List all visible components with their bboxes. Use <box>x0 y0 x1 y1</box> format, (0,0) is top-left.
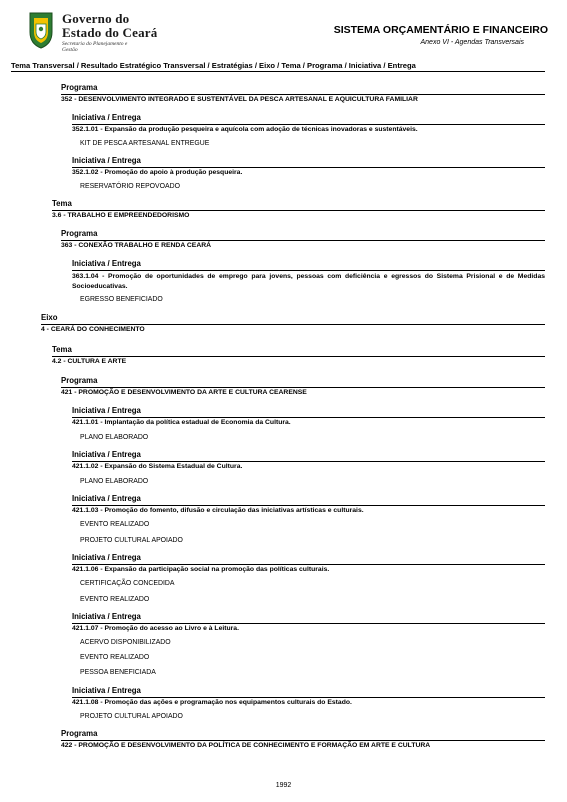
iniciativa-421-1-08: 421.1.08 - Promoção das ações e programação nos equipamentos culturais do Estado. <box>72 699 352 706</box>
eixo-rule <box>41 324 545 325</box>
eixo-4: 4 - CEARÁ DO CONHECIMENTO <box>41 326 145 333</box>
programa-421: 421 - PROMOÇÃO E DESENVOLVIMENTO DA ARTE E CULTURA CEARENSE <box>61 389 307 396</box>
eixo-label: Eixo <box>41 313 58 322</box>
tema-rule <box>52 356 545 357</box>
tema-label: Tema <box>52 345 72 354</box>
entrega-item: PESSOA BENEFICIADA <box>80 669 156 676</box>
tema-rule <box>52 210 545 211</box>
iniciativa-label: Iniciativa / Entrega <box>72 612 141 621</box>
programa-352: 352 - DESENVOLVIMENTO INTEGRADO E SUSTENTÁVEL DA PESCA ARTESANAL E AQUICULTURA FAMILIAR <box>61 96 418 103</box>
iniciativa-label: Iniciativa / Entrega <box>72 450 141 459</box>
entrega-item: PLANO ELABORADO <box>80 434 149 441</box>
entrega-item: ACERVO DISPONIBILIZADO <box>80 639 171 646</box>
programa-363: 363 - CONEXÃO TRABALHO E RENDA CEARÁ <box>61 242 212 249</box>
programa-label: Programa <box>61 83 98 92</box>
entrega-item: EVENTO REALIZADO <box>80 596 150 603</box>
breadcrumb: Tema Transversal / Resultado Estratégico Transversal / Estratégias / Eixo / Tema / Programa / Iniciativa / Entrega <box>11 61 416 70</box>
iniciativa-label: Iniciativa / Entrega <box>72 259 141 268</box>
entrega-item: KIT DE PESCA ARTESANAL ENTREGUE <box>80 140 210 147</box>
entrega-item: RESERVATÓRIO REPOVOADO <box>80 183 180 190</box>
iniciativa-rule <box>72 697 545 698</box>
programa-rule <box>61 94 545 95</box>
iniciativa-421-1-06: 421.1.06 - Expansão da participação social na promoção das políticas culturais. <box>72 566 330 573</box>
iniciativa-label: Iniciativa / Entrega <box>72 156 141 165</box>
system-title: SISTEMA ORÇAMENTÁRIO E FINANCEIRO <box>333 24 548 36</box>
entrega-item: EVENTO REALIZADO <box>80 654 150 661</box>
iniciativa-label: Iniciativa / Entrega <box>72 686 141 695</box>
iniciativa-label: Iniciativa / Entrega <box>72 113 141 122</box>
gov-line2: Estado do Ceará <box>62 25 158 40</box>
programa-label: Programa <box>61 376 98 385</box>
secretaria-label: Secretaria do Planejamento e Gestão <box>62 41 128 54</box>
iniciativa-label: Iniciativa / Entrega <box>72 553 141 562</box>
programa-rule <box>61 740 545 741</box>
iniciativa-rule <box>72 564 545 565</box>
breadcrumb-rule <box>11 71 545 72</box>
iniciativa-rule <box>72 461 545 462</box>
tema-4-2: 4.2 - CULTURA E ARTE <box>52 358 127 365</box>
document-subtitle: Anexo VI - Agendas Transversais <box>420 39 524 46</box>
iniciativa-rule <box>72 124 545 125</box>
programa-label: Programa <box>61 229 98 238</box>
entrega-item: CERTIFICAÇÃO CONCEDIDA <box>80 580 175 587</box>
iniciativa-421-1-07: 421.1.07 - Promoção do acesso ao Livro e à Leitura. <box>72 625 239 632</box>
iniciativa-rule <box>72 417 545 418</box>
iniciativa-label: Iniciativa / Entrega <box>72 494 141 503</box>
entrega-item: PLANO ELABORADO <box>80 478 149 485</box>
tema-label: Tema <box>52 199 72 208</box>
ceara-crest-icon <box>26 10 56 50</box>
programa-label: Programa <box>61 729 98 738</box>
iniciativa-363-1-04: 363.1.04 - Promoção de oportunidades de emprego para jovens, pessoas com deficiência e egressos do Sistema Prisional e de Medidas Socioeducativas. <box>72 273 545 290</box>
iniciativa-421-1-01: 421.1.01 - Implantação da política estadual de Economia da Cultura. <box>72 419 291 426</box>
iniciativa-421-1-02: 421.1.02 - Expansão do Sistema Estadual de Cultura. <box>72 463 243 470</box>
iniciativa-352-1-01: 352.1.01 - Expansão da produção pesqueira e aquícola com adoção de técnicas inovadoras e sustentáveis. <box>72 126 418 133</box>
iniciativa-352-1-02: 352.1.02 - Promoção do apoio à produção pesqueira. <box>72 169 243 176</box>
entrega-item: PROJETO CULTURAL APOIADO <box>80 537 183 544</box>
programa-rule <box>61 240 545 241</box>
iniciativa-rule <box>72 270 545 271</box>
iniciativa-rule <box>72 623 545 624</box>
tema-3-6: 3.6 - TRABALHO E EMPREENDEDORISMO <box>52 212 190 219</box>
programa-422: 422 - PROMOÇÃO E DESENVOLVIMENTO DA POLÍTICA DE CONHECIMENTO E FORMAÇÃO EM ARTE E CULTURA <box>61 742 431 749</box>
government-logo-text <box>62 12 157 54</box>
programa-rule <box>61 387 545 388</box>
page-number: 1992 <box>275 782 292 789</box>
entrega-item: EVENTO REALIZADO <box>80 521 150 528</box>
page-header <box>22 8 548 54</box>
gov-line1: Governo do <box>62 11 130 26</box>
entrega-item: EGRESSO BENEFICIADO <box>80 296 163 303</box>
iniciativa-rule <box>72 505 545 506</box>
entrega-item: PROJETO CULTURAL APOIADO <box>80 713 183 720</box>
iniciativa-label: Iniciativa / Entrega <box>72 406 141 415</box>
iniciativa-421-1-03: 421.1.03 - Promoção do fomento, difusão e circulação das iniciativas artísticas e culturais. <box>72 507 364 514</box>
iniciativa-rule <box>72 167 545 168</box>
